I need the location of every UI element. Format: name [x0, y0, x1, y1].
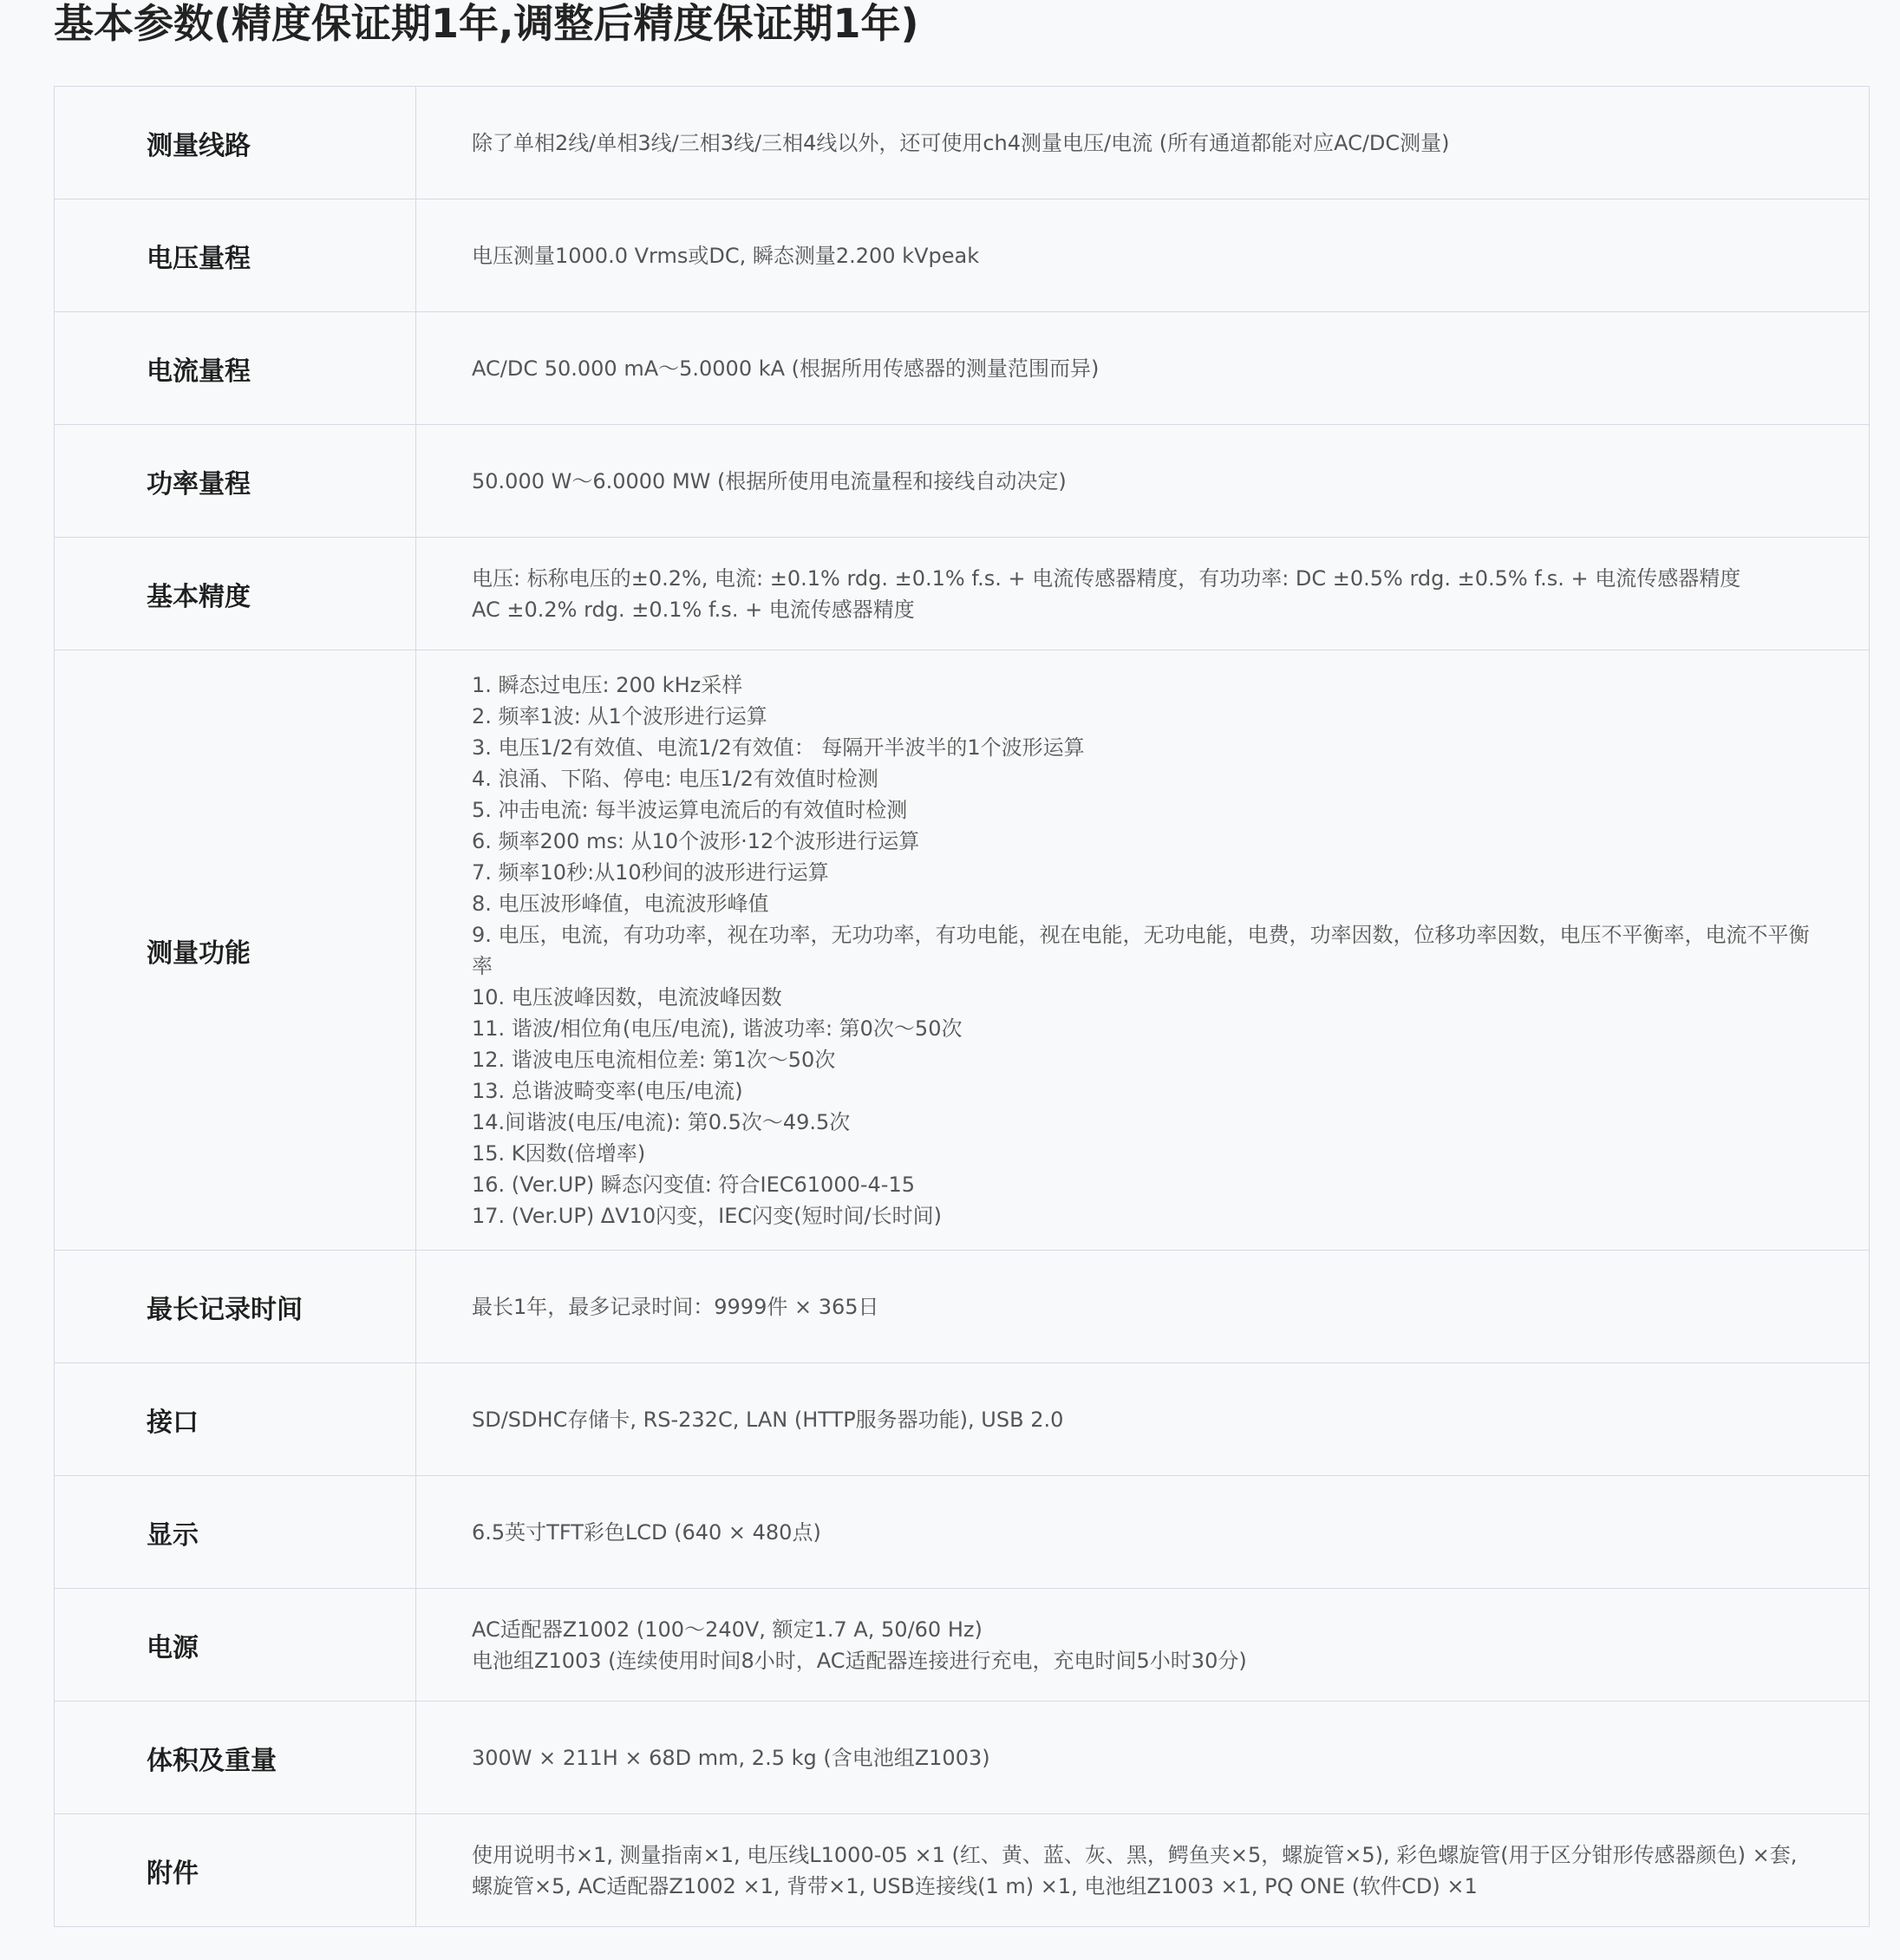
spec-label: 接口	[55, 1363, 416, 1476]
spec-value-line: 电压: 标称电压的±0.2%, 电流: ±0.1% rdg. ±0.1% f.s. + 电流传感器精度，有功功率: DC ±0.5% rdg. ±0.5% f.s. + 电流传感器精度	[472, 565, 1741, 591]
spec-label: 最长记录时间	[55, 1251, 416, 1363]
spec-table	[54, 86, 1870, 1927]
spec-row-current-range	[55, 312, 1870, 425]
spec-value	[416, 1251, 1870, 1363]
spec-label: 测量功能	[55, 650, 416, 1251]
spec-value	[416, 425, 1870, 538]
spec-row-dimensions-weight	[55, 1702, 1870, 1814]
function-item: 16. (Ver.UP) 瞬态闪变值: 符合IEC61000-4-15	[472, 1172, 915, 1197]
spec-value-line: 电压测量1000.0 Vrms或DC, 瞬态测量2.200 kVpeak	[472, 243, 980, 268]
spec-value-line: 使用说明书×1, 测量指南×1, 电压线L1000-05 ×1 (红、黄、蓝、灰、黑，鳄鱼夹×5，螺旋管×5), 彩色螺旋管(用于区分钳形传感器颜色) ×套, 螺旋管×5, AC适配器Z1002 ×1, 背带×1, USB连接线(1 m) ×1, 电池组Z1003 ×1, PQ ONE (软件CD) ×1	[472, 1842, 1798, 1898]
spec-label: 体积及重量	[55, 1702, 416, 1814]
function-item: 2. 频率1波: 从1个波形进行运算	[472, 703, 767, 728]
spec-value	[416, 538, 1870, 650]
spec-value	[416, 312, 1870, 425]
spec-value	[416, 1814, 1870, 1927]
spec-label: 基本精度	[55, 538, 416, 650]
spec-row-display	[55, 1476, 1870, 1589]
function-item: 4. 浪涌、下陷、停电: 电压1/2有效值时检测	[472, 766, 878, 791]
function-item: 3. 电压1/2有效值、电流1/2有效值： 每隔开半波半的1个波形运算	[472, 735, 1085, 760]
function-item: 10. 电压波峰因数，电流波峰因数	[472, 984, 782, 1009]
function-item: 8. 电压波形峰值，电流波形峰值	[472, 891, 769, 916]
spec-row-accessories	[55, 1814, 1870, 1927]
function-item: 12. 谐波电压电流相位差: 第1次～50次	[472, 1047, 836, 1072]
function-item: 9. 电压，电流，有功功率，视在功率，无功功率，有功电能，视在电能，无功电能，电费，功率因数，位移功率因数，电压不平衡率，电流不平衡率	[472, 922, 1810, 978]
spec-value-line: 电池组Z1003 (连续使用时间8小时，AC适配器连接进行充电，充电时间5小时30分)	[472, 1648, 1247, 1673]
page-title: 基本参数(精度保证期1年,调整后精度保证期1年)	[54, 0, 919, 47]
spec-value-line: AC/DC 50.000 mA～5.0000 kA (根据所用传感器的测量范围而异)	[472, 356, 1100, 381]
spec-value-line: 6.5英寸TFT彩色LCD (640 × 480点)	[472, 1519, 821, 1545]
spec-label: 显示	[55, 1476, 416, 1589]
function-item: 15. K因数(倍增率)	[472, 1140, 646, 1166]
spec-value	[416, 1363, 1870, 1476]
spec-row-max-recording-time	[55, 1251, 1870, 1363]
spec-value	[416, 1476, 1870, 1589]
spec-label: 附件	[55, 1814, 416, 1927]
spec-value	[416, 1702, 1870, 1814]
spec-value	[416, 650, 1870, 1251]
function-item: 5. 冲击电流: 每半波运算电流后的有效值时检测	[472, 797, 908, 822]
spec-row-voltage-range	[55, 199, 1870, 312]
spec-row-power-range	[55, 425, 1870, 538]
spec-value	[416, 199, 1870, 312]
spec-label: 测量线路	[55, 87, 416, 199]
function-item: 6. 频率200 ms: 从10个波形·12个波形进行运算	[472, 828, 920, 853]
spec-value-line: SD/SDHC存储卡, RS-232C, LAN (HTTP服务器功能), USB 2.0	[472, 1407, 1064, 1432]
spec-label: 电流量程	[55, 312, 416, 425]
function-item: 13. 总谐波畸变率(电压/电流)	[472, 1078, 743, 1103]
function-item: 14.间谐波(电压/电流): 第0.5次～49.5次	[472, 1109, 851, 1134]
spec-row-basic-accuracy	[55, 538, 1870, 650]
function-item: 7. 频率10秒:从10秒间的波形进行运算	[472, 859, 829, 885]
spec-label: 电压量程	[55, 199, 416, 312]
spec-value-line: AC ±0.2% rdg. ±0.1% f.s. + 电流传感器精度	[472, 597, 915, 622]
spec-row-measurement-functions	[55, 650, 1870, 1251]
spec-value-line: 最长1年，最多记录时间：9999件 × 365日	[472, 1294, 879, 1319]
spec-value-line: 50.000 W～6.0000 MW (根据所使用电流量程和接线自动决定)	[472, 468, 1067, 493]
spec-row-measurement-circuit	[55, 87, 1870, 199]
spec-label: 功率量程	[55, 425, 416, 538]
function-item: 11. 谐波/相位角(电压/电流), 谐波功率: 第0次～50次	[472, 1016, 963, 1041]
spec-label: 电源	[55, 1589, 416, 1702]
function-item: 1. 瞬态过电压: 200 kHz采样	[472, 672, 743, 697]
spec-row-interface	[55, 1363, 1870, 1476]
spec-value	[416, 1589, 1870, 1702]
spec-value-line: AC适配器Z1002 (100～240V, 额定1.7 A, 50/60 Hz)	[472, 1617, 983, 1642]
spec-row-power-supply	[55, 1589, 1870, 1702]
spec-value-line: 除了单相2线/单相3线/三相3线/三相4线以外，还可使用ch4测量电压/电流 (所有通道都能对应AC/DC测量)	[472, 130, 1450, 155]
spec-value	[416, 87, 1870, 199]
function-item: 17. (Ver.UP) ΔV10闪变，IEC闪变(短时间/长时间)	[472, 1203, 942, 1228]
spec-value-line: 300W × 211H × 68D mm, 2.5 kg (含电池组Z1003)	[472, 1745, 990, 1770]
